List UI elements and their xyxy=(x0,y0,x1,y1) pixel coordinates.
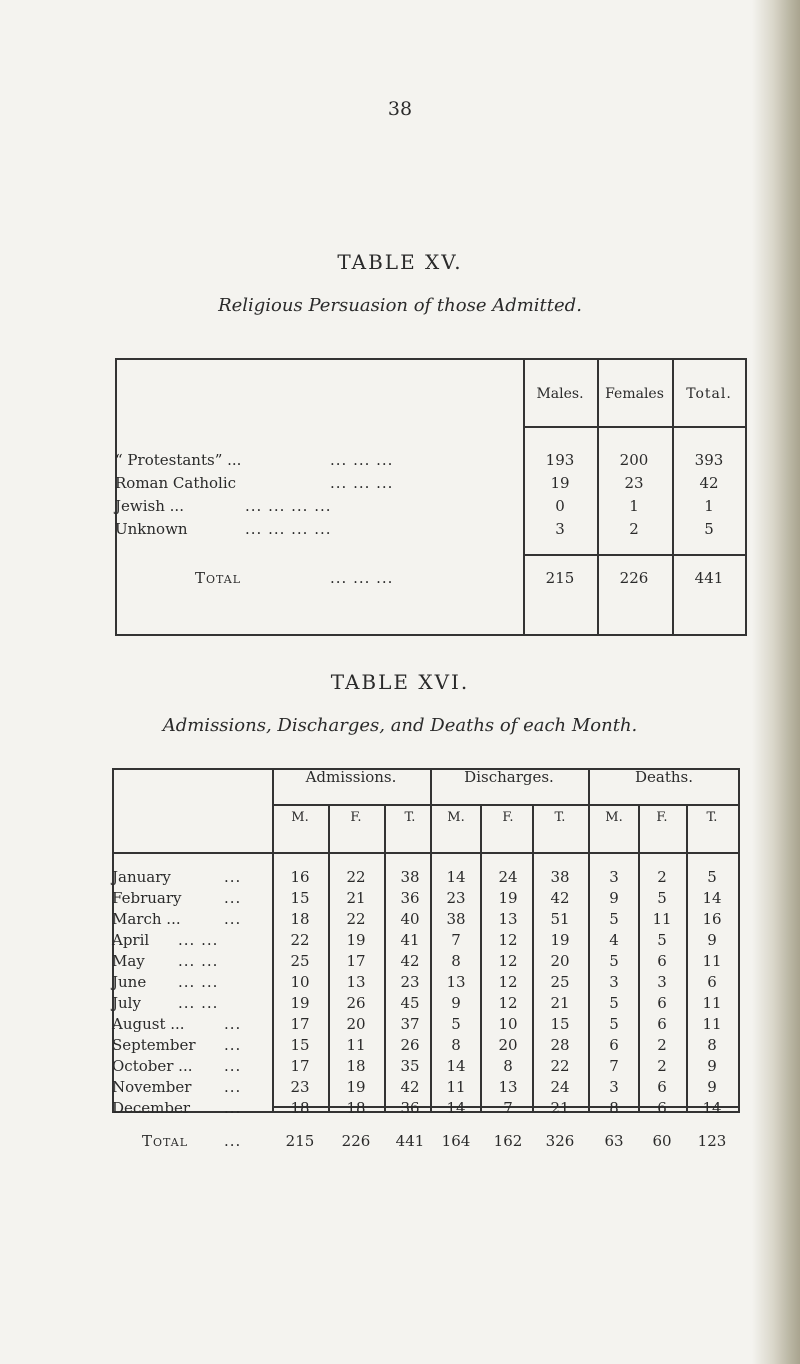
row-dots: ... ... xyxy=(178,931,219,949)
row-label: Roman Catholic xyxy=(115,474,237,492)
cell-value: 38 xyxy=(446,910,466,928)
cell-value: 42 xyxy=(550,889,570,907)
row-dots: ... xyxy=(224,1036,242,1054)
cell-value: 193 xyxy=(545,451,575,469)
row-label: “ Protestants” ... xyxy=(115,451,242,469)
cell-value: 17 xyxy=(346,952,366,970)
cell-value: 7 xyxy=(451,931,461,949)
row-dots: ... ... xyxy=(178,994,219,1012)
subheader: M. xyxy=(291,810,309,825)
cell-value: 26 xyxy=(400,1036,420,1054)
cell-value: 19 xyxy=(498,889,518,907)
cell-value: 11 xyxy=(702,994,722,1012)
cell-value: 2 xyxy=(657,868,667,886)
cell-value: 14 xyxy=(446,1099,466,1117)
table15-title: TABLE XV. xyxy=(337,250,463,274)
row-dots: ... xyxy=(224,1078,242,1096)
table15-bottom-rule xyxy=(115,634,747,636)
cell-value: 12 xyxy=(498,973,518,991)
cell-value: 1 xyxy=(629,497,639,515)
subheader: T. xyxy=(404,810,416,825)
cell-value: 40 xyxy=(400,910,420,928)
group-header-admissions: Admissions. xyxy=(305,768,397,786)
row-dots: ... xyxy=(224,868,242,886)
cell-value: 326 xyxy=(545,1132,575,1150)
cell-value: 8 xyxy=(707,1036,717,1054)
row-label: February xyxy=(112,889,182,907)
cell-value: 5 xyxy=(704,520,714,538)
cell-value: 45 xyxy=(400,994,420,1012)
cell-value: 22 xyxy=(290,931,310,949)
cell-value: 393 xyxy=(694,451,724,469)
cell-value: 15 xyxy=(290,889,310,907)
table15-total-rule xyxy=(523,554,747,556)
row-label: September xyxy=(112,1036,196,1054)
cell-value: 11 xyxy=(346,1036,366,1054)
row-label: August ... xyxy=(112,1015,185,1033)
cell-value: 19 xyxy=(550,474,570,492)
cell-value: 28 xyxy=(550,1036,570,1054)
row-label: December xyxy=(112,1099,191,1117)
row-dots: ... xyxy=(224,910,242,928)
cell-value: 215 xyxy=(285,1132,315,1150)
cell-value: 10 xyxy=(290,973,310,991)
cell-value: 25 xyxy=(550,973,570,991)
cell-value: 14 xyxy=(702,889,722,907)
cell-value: 9 xyxy=(707,1057,717,1075)
cell-value: 41 xyxy=(400,931,420,949)
cell-value: 441 xyxy=(694,569,724,587)
table16-title: TABLE XVI. xyxy=(330,670,470,694)
cell-value: 162 xyxy=(493,1132,523,1150)
cell-value: 42 xyxy=(699,474,719,492)
cell-value: 17 xyxy=(290,1015,310,1033)
table16-header-rule xyxy=(112,852,740,854)
cell-value: 19 xyxy=(550,931,570,949)
cell-value: 123 xyxy=(697,1132,727,1150)
cell-value: 8 xyxy=(451,1036,461,1054)
row-dots: ... xyxy=(224,1057,242,1075)
cell-value: 7 xyxy=(609,1057,619,1075)
cell-value: 6 xyxy=(657,1015,667,1033)
table15 xyxy=(115,358,747,636)
cell-value: 24 xyxy=(498,868,518,886)
cell-value: 3 xyxy=(555,520,565,538)
cell-value: 6 xyxy=(657,1099,667,1117)
cell-value: 23 xyxy=(290,1078,310,1096)
row-label: June xyxy=(112,973,147,991)
cell-value: 6 xyxy=(657,952,667,970)
cell-value: 36 xyxy=(400,889,420,907)
row-label: Total xyxy=(195,569,242,587)
cell-value: 10 xyxy=(498,1015,518,1033)
cell-value: 42 xyxy=(400,952,420,970)
cell-value: 6 xyxy=(657,1078,667,1096)
cell-value: 9 xyxy=(707,1078,717,1096)
cell-value: 63 xyxy=(604,1132,624,1150)
cell-value: 11 xyxy=(702,1015,722,1033)
cell-value: 6 xyxy=(707,973,717,991)
cell-value: 5 xyxy=(609,952,619,970)
cell-value: 12 xyxy=(498,931,518,949)
cell-value: 11 xyxy=(702,952,722,970)
cell-value: 20 xyxy=(550,952,570,970)
cell-value: 19 xyxy=(346,931,366,949)
cell-value: 14 xyxy=(446,1057,466,1075)
row-dots: ... ... ... ... xyxy=(245,497,332,515)
cell-value: 9 xyxy=(451,994,461,1012)
cell-value: 11 xyxy=(652,910,672,928)
row-dots: ... xyxy=(224,1132,242,1150)
row-label: March ... xyxy=(112,910,181,928)
cell-value: 3 xyxy=(609,1078,619,1096)
cell-value: 18 xyxy=(346,1099,366,1117)
cell-value: 18 xyxy=(346,1057,366,1075)
cell-value: 3 xyxy=(609,973,619,991)
table15-subtitle: Religious Persuasion of those Admitted. xyxy=(218,295,582,316)
cell-value: 226 xyxy=(619,569,649,587)
cell-value: 5 xyxy=(609,994,619,1012)
cell-value: 9 xyxy=(609,889,619,907)
cell-value: 12 xyxy=(498,952,518,970)
cell-value: 13 xyxy=(498,1078,518,1096)
table16-subtitle: Admissions, Discharges, and Deaths of each Month. xyxy=(162,715,638,736)
row-label: Jewish ... xyxy=(115,497,184,515)
subheader: F. xyxy=(502,810,514,825)
cell-value: 23 xyxy=(400,973,420,991)
row-dots: ... ... ... xyxy=(330,451,394,469)
cell-value: 21 xyxy=(346,889,366,907)
cell-value: 51 xyxy=(550,910,570,928)
cell-value: 13 xyxy=(346,973,366,991)
row-label: July xyxy=(112,994,141,1012)
cell-value: 38 xyxy=(400,868,420,886)
row-dots: ... ... xyxy=(178,973,219,991)
cell-value: 8 xyxy=(451,952,461,970)
cell-value: 8 xyxy=(503,1057,513,1075)
table15-header-rule xyxy=(523,426,747,428)
cell-value: 2 xyxy=(657,1057,667,1075)
cell-value: 42 xyxy=(400,1078,420,1096)
cell-value: 13 xyxy=(446,973,466,991)
cell-value: 21 xyxy=(550,1099,570,1117)
cell-value: 215 xyxy=(545,569,575,587)
cell-value: 23 xyxy=(446,889,466,907)
cell-value: 5 xyxy=(451,1015,461,1033)
cell-value: 6 xyxy=(609,1036,619,1054)
cell-value: 7 xyxy=(503,1099,513,1117)
cell-value: 24 xyxy=(550,1078,570,1096)
row-label: November xyxy=(112,1078,192,1096)
row-dots: ... xyxy=(224,1015,242,1033)
cell-value: 3 xyxy=(657,973,667,991)
cell-value: 16 xyxy=(290,868,310,886)
row-dots: ... ... ... xyxy=(330,474,394,492)
cell-value: 20 xyxy=(498,1036,518,1054)
cell-value: 3 xyxy=(609,868,619,886)
row-dots: ... ... ... xyxy=(330,569,394,587)
subheader: M. xyxy=(447,810,465,825)
cell-value: 21 xyxy=(550,994,570,1012)
cell-value: 0 xyxy=(555,497,565,515)
cell-value: 22 xyxy=(550,1057,570,1075)
row-label: January xyxy=(112,868,171,886)
cell-value: 5 xyxy=(609,1015,619,1033)
cell-value: 22 xyxy=(346,868,366,886)
cell-value: 36 xyxy=(400,1099,420,1117)
cell-value: 5 xyxy=(657,889,667,907)
row-label: Unknown xyxy=(115,520,188,538)
table15-top-rule xyxy=(115,358,747,360)
cell-value: 19 xyxy=(290,994,310,1012)
page-number: 38 xyxy=(387,98,413,120)
row-dots: ... ... xyxy=(178,952,219,970)
table15-header-males: Males. xyxy=(536,386,584,402)
cell-value: 2 xyxy=(629,520,639,538)
group-header-discharges: Discharges. xyxy=(464,768,554,786)
subheader: F. xyxy=(350,810,362,825)
cell-value: 200 xyxy=(619,451,649,469)
cell-value: 226 xyxy=(341,1132,371,1150)
cell-value: 13 xyxy=(498,910,518,928)
cell-value: 60 xyxy=(652,1132,672,1150)
cell-value: 26 xyxy=(346,994,366,1012)
cell-value: 1 xyxy=(704,497,714,515)
table16-group-rule-h xyxy=(272,804,740,806)
cell-value: 164 xyxy=(441,1132,471,1150)
cell-value: 6 xyxy=(657,994,667,1012)
row-label: April xyxy=(112,931,150,949)
subheader: T. xyxy=(554,810,566,825)
cell-value: 15 xyxy=(550,1015,570,1033)
cell-value: 23 xyxy=(624,474,644,492)
table15-header-total: Total. xyxy=(686,386,732,402)
cell-value: 14 xyxy=(702,1099,722,1117)
cell-value: 8 xyxy=(609,1099,619,1117)
cell-value: 38 xyxy=(550,868,570,886)
cell-value: 15 xyxy=(290,1036,310,1054)
row-dots: ... xyxy=(224,1099,242,1117)
group-header-deaths: Deaths. xyxy=(634,768,693,786)
row-dots: ... xyxy=(224,889,242,907)
cell-value: 14 xyxy=(446,868,466,886)
cell-value: 22 xyxy=(346,910,366,928)
cell-value: 19 xyxy=(346,1078,366,1096)
cell-value: 5 xyxy=(609,910,619,928)
cell-value: 11 xyxy=(446,1078,466,1096)
subheader: T. xyxy=(706,810,718,825)
subheader: M. xyxy=(605,810,623,825)
table15-header-females: Females xyxy=(605,386,664,402)
cell-value: 35 xyxy=(400,1057,420,1075)
subheader: F. xyxy=(656,810,668,825)
cell-value: 16 xyxy=(702,910,722,928)
cell-value: 12 xyxy=(498,994,518,1012)
cell-value: 25 xyxy=(290,952,310,970)
cell-value: 2 xyxy=(657,1036,667,1054)
cell-value: 5 xyxy=(657,931,667,949)
table16 xyxy=(112,768,740,1150)
row-label: May xyxy=(112,952,145,970)
cell-value: 441 xyxy=(395,1132,425,1150)
row-label: October ... xyxy=(112,1057,193,1075)
cell-value: 18 xyxy=(290,910,310,928)
row-dots: ... ... ... ... xyxy=(245,520,332,538)
cell-value: 18 xyxy=(290,1099,310,1117)
cell-value: 4 xyxy=(609,931,619,949)
cell-value: 37 xyxy=(400,1015,420,1033)
cell-value: 20 xyxy=(346,1015,366,1033)
cell-value: 17 xyxy=(290,1057,310,1075)
row-label: Total xyxy=(142,1132,189,1150)
cell-value: 5 xyxy=(707,868,717,886)
cell-value: 9 xyxy=(707,931,717,949)
